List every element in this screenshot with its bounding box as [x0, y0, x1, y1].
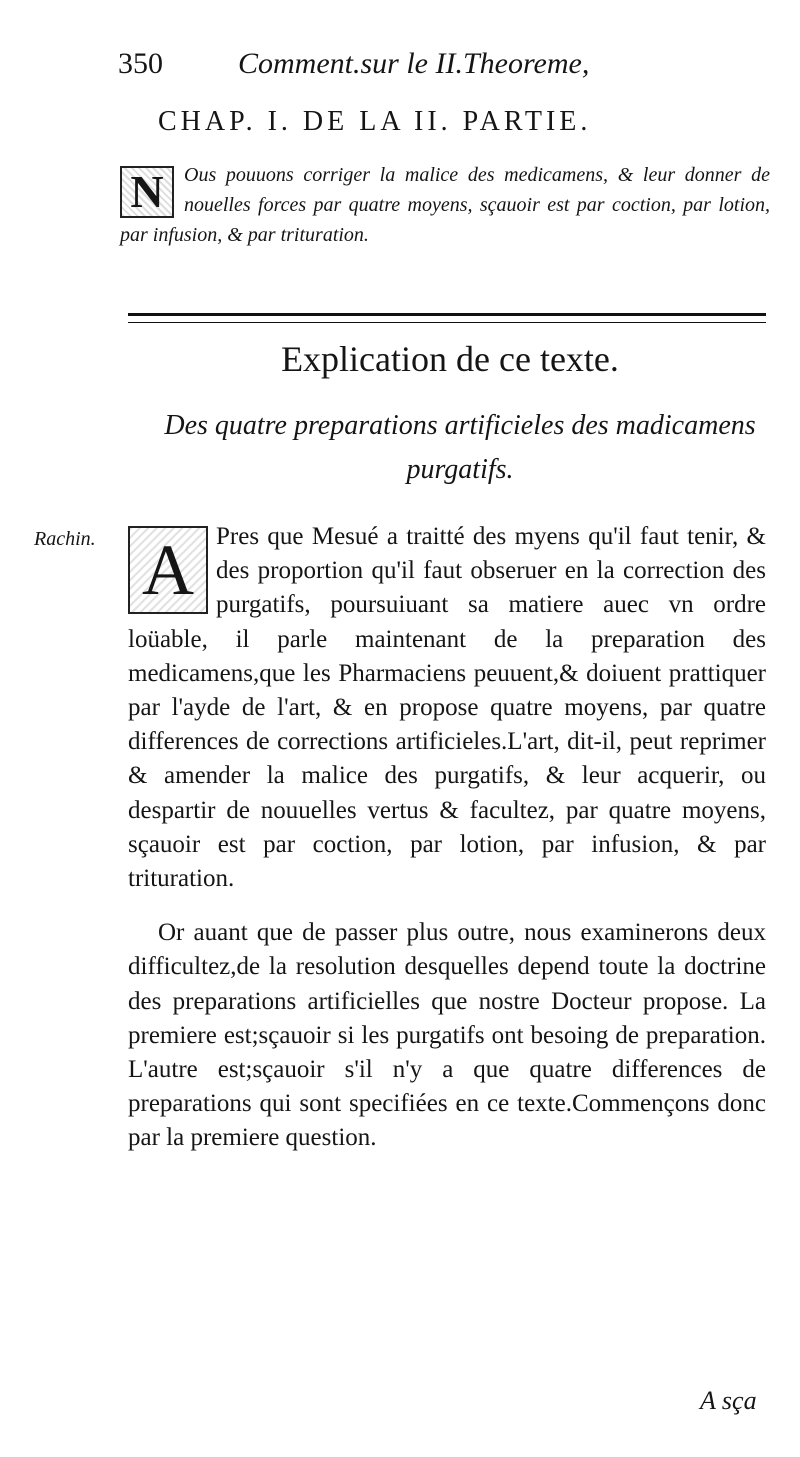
decorated-initial-n: N: [120, 166, 174, 218]
paragraph-1-text: Pres que Mesué a traitté des myens qu'il faut tenir, & des proportion qu'il faut obseruer en la correction des purgatifs, poursuiuant sa matiere auec vn ordre loüable, il parle maintenant de la preparation des medicamens,que les Pharmaciens peuuent,& doiuent prattiquer par l'ayde de l'art, & en propose quatre moyens, par quatre differences de corrections artificieles.L'art, dit-il, peut reprimer & amender la malice des purgatifs, & leur acquerir, ou despartir de nouuelles vertus & facultez, par quatre moyens, sçauoir est par coction, par lotion, par infusion, & par trituration.: [128, 523, 766, 893]
running-header: [118, 46, 678, 82]
chapter-summary: [120, 160, 770, 250]
ornamental-rule: [128, 313, 766, 323]
body-text: [128, 520, 766, 1156]
chapter-title: CHAP. I. DE LA II. PARTIE.: [158, 106, 592, 137]
decorated-initial-a: A: [128, 526, 208, 614]
marginal-note: Rachin.: [34, 528, 96, 550]
running-title: Comment.sur le II.Theoreme,: [238, 47, 590, 80]
summary-text: Ous pouuons corriger la malice des medicamens, & leur donner de nouelles forces par quatre moyens, sçauoir est par coction, par lotion, par infusion, & par trituration.: [120, 164, 770, 246]
paragraph-2: Or auant que de passer plus outre, nous examinerons deux difficultez,de la resolution desquelles depend toute la doctrine des preparations artificielles que nostre Docteur propose. La premiere est;sçauoir si les purgatifs ont besoing de preparation. L'autre est;sçauoir s'il n'y a que quatre differences de preparations qui sont specifiées en ce texte.Commençons donc par la premiere question.: [128, 919, 766, 1152]
paragraph-1: [128, 520, 766, 896]
section-subtitle: Des quatre preparations artificieles des madicamens purgatifs.: [164, 410, 756, 485]
page-number: 350: [118, 47, 163, 80]
section-title: Explication de ce texte.: [281, 339, 619, 379]
catchword: A sça: [700, 1386, 757, 1415]
